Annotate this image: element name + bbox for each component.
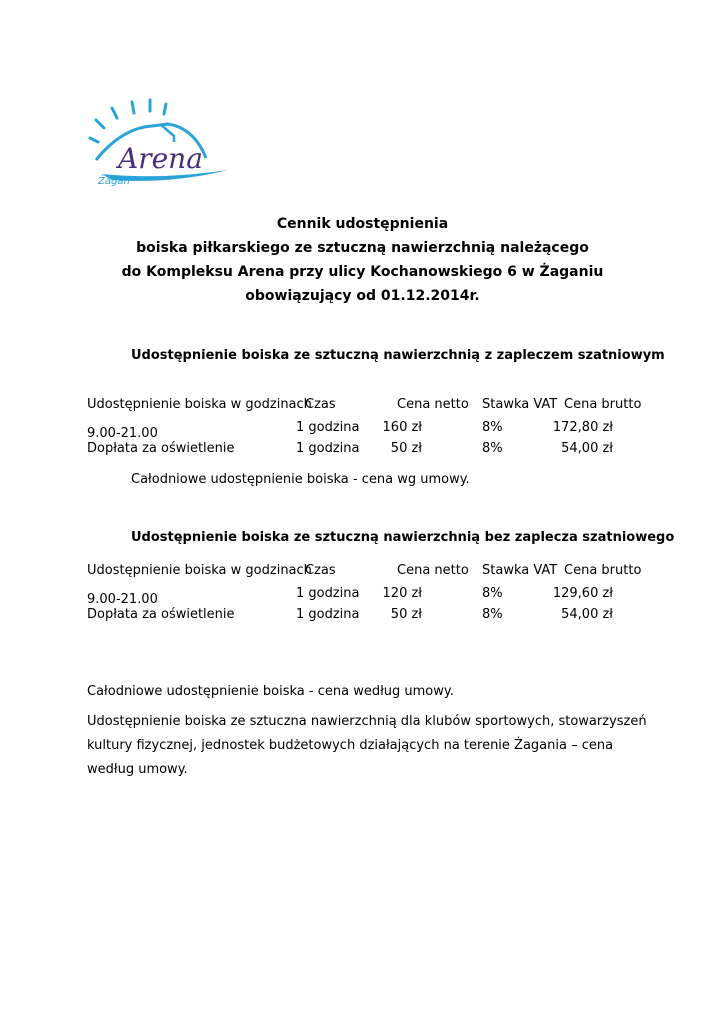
- s1-note: Całodniowe udostępnienie boiska - cena wg umowy.: [131, 472, 470, 487]
- s2-header-net: Cena netto: [397, 563, 469, 578]
- s1-row-1-gross: 172,80 zł: [552, 420, 613, 435]
- s1-row-1-time: 1 godzina: [296, 420, 360, 435]
- s1-row-2-gross: 54,00 zł: [561, 441, 613, 456]
- s2-row-2-label: Dopłata za oświetlenie: [87, 607, 235, 622]
- s1-header-gross: Cena brutto: [564, 397, 642, 412]
- s1-row-2-net: 50 zł: [390, 441, 422, 456]
- s2-row-1-label: 9.00-21.00: [87, 592, 158, 607]
- s2-header-gross: Cena brutto: [564, 563, 642, 578]
- s1-row-1-net: 160 zł: [382, 420, 422, 435]
- logo-subtext: Żagań: [98, 176, 130, 187]
- s1-header-hours: Udostępnienie boiska w godzinach: [87, 397, 312, 412]
- s2-row-1-time: 1 godzina: [296, 586, 360, 601]
- s2-row-1-vat: 8%: [482, 586, 503, 601]
- title-line-4: obowiązujący od 01.12.2014r.: [245, 288, 480, 304]
- section-1-heading: Udostępnienie boiska ze sztuczną nawierzchnią z zapleczem szatniowym: [131, 348, 665, 363]
- s2-header-time: Czas: [305, 563, 336, 578]
- s1-row-1-vat: 8%: [482, 420, 503, 435]
- s2-row-2-time: 1 godzina: [296, 607, 360, 622]
- s2-header-hours: Udostępnienie boiska w godzinach: [87, 563, 312, 578]
- title-line-1: Cennik udostępnienia: [276, 216, 449, 232]
- s1-row-2-vat: 8%: [482, 441, 503, 456]
- s2-row-2-net: 50 zł: [390, 607, 422, 622]
- s2-row-1-gross: 129,60 zł: [552, 586, 613, 601]
- s2-row-2-gross: 54,00 zł: [561, 607, 613, 622]
- s1-header-vat: Stawka VAT: [482, 397, 558, 412]
- footer-note-2: Udostępnienie boiska ze sztuczna nawierzchnią dla klubów sportowych, stowarzyszeń kultury fizycznej, jednostek budżetowych działających na terenie Żagania – cena według umowy.: [87, 714, 647, 777]
- section-2-heading: Udostępnienie boiska ze sztuczną nawierzchnią bez zaplecza szatniowego: [131, 530, 675, 545]
- title-line-3: do Kompleksu Arena przy ulicy Kochanowskiego 6 w Żaganiu: [121, 264, 604, 280]
- title-line-2: boiska piłkarskiego ze sztuczną nawierzchnią należącego: [136, 240, 589, 256]
- logo-text: Arena: [118, 142, 203, 175]
- s2-row-1-net: 120 zł: [382, 586, 422, 601]
- s1-row-2-label: Dopłata za oświetlenie: [87, 441, 235, 456]
- arena-logo: [82, 98, 232, 190]
- s2-row-2-vat: 8%: [482, 607, 503, 622]
- s2-header-vat: Stawka VAT: [482, 563, 558, 578]
- s1-header-net: Cena netto: [397, 397, 469, 412]
- footer-note-1: Całodniowe udostępnienie boiska - cena według umowy.: [87, 684, 454, 699]
- s1-row-1-label: 9.00-21.00: [87, 426, 158, 441]
- s1-header-time: Czas: [305, 397, 336, 412]
- arena-logo-graphic: [82, 98, 232, 190]
- s1-row-2-time: 1 godzina: [296, 441, 360, 456]
